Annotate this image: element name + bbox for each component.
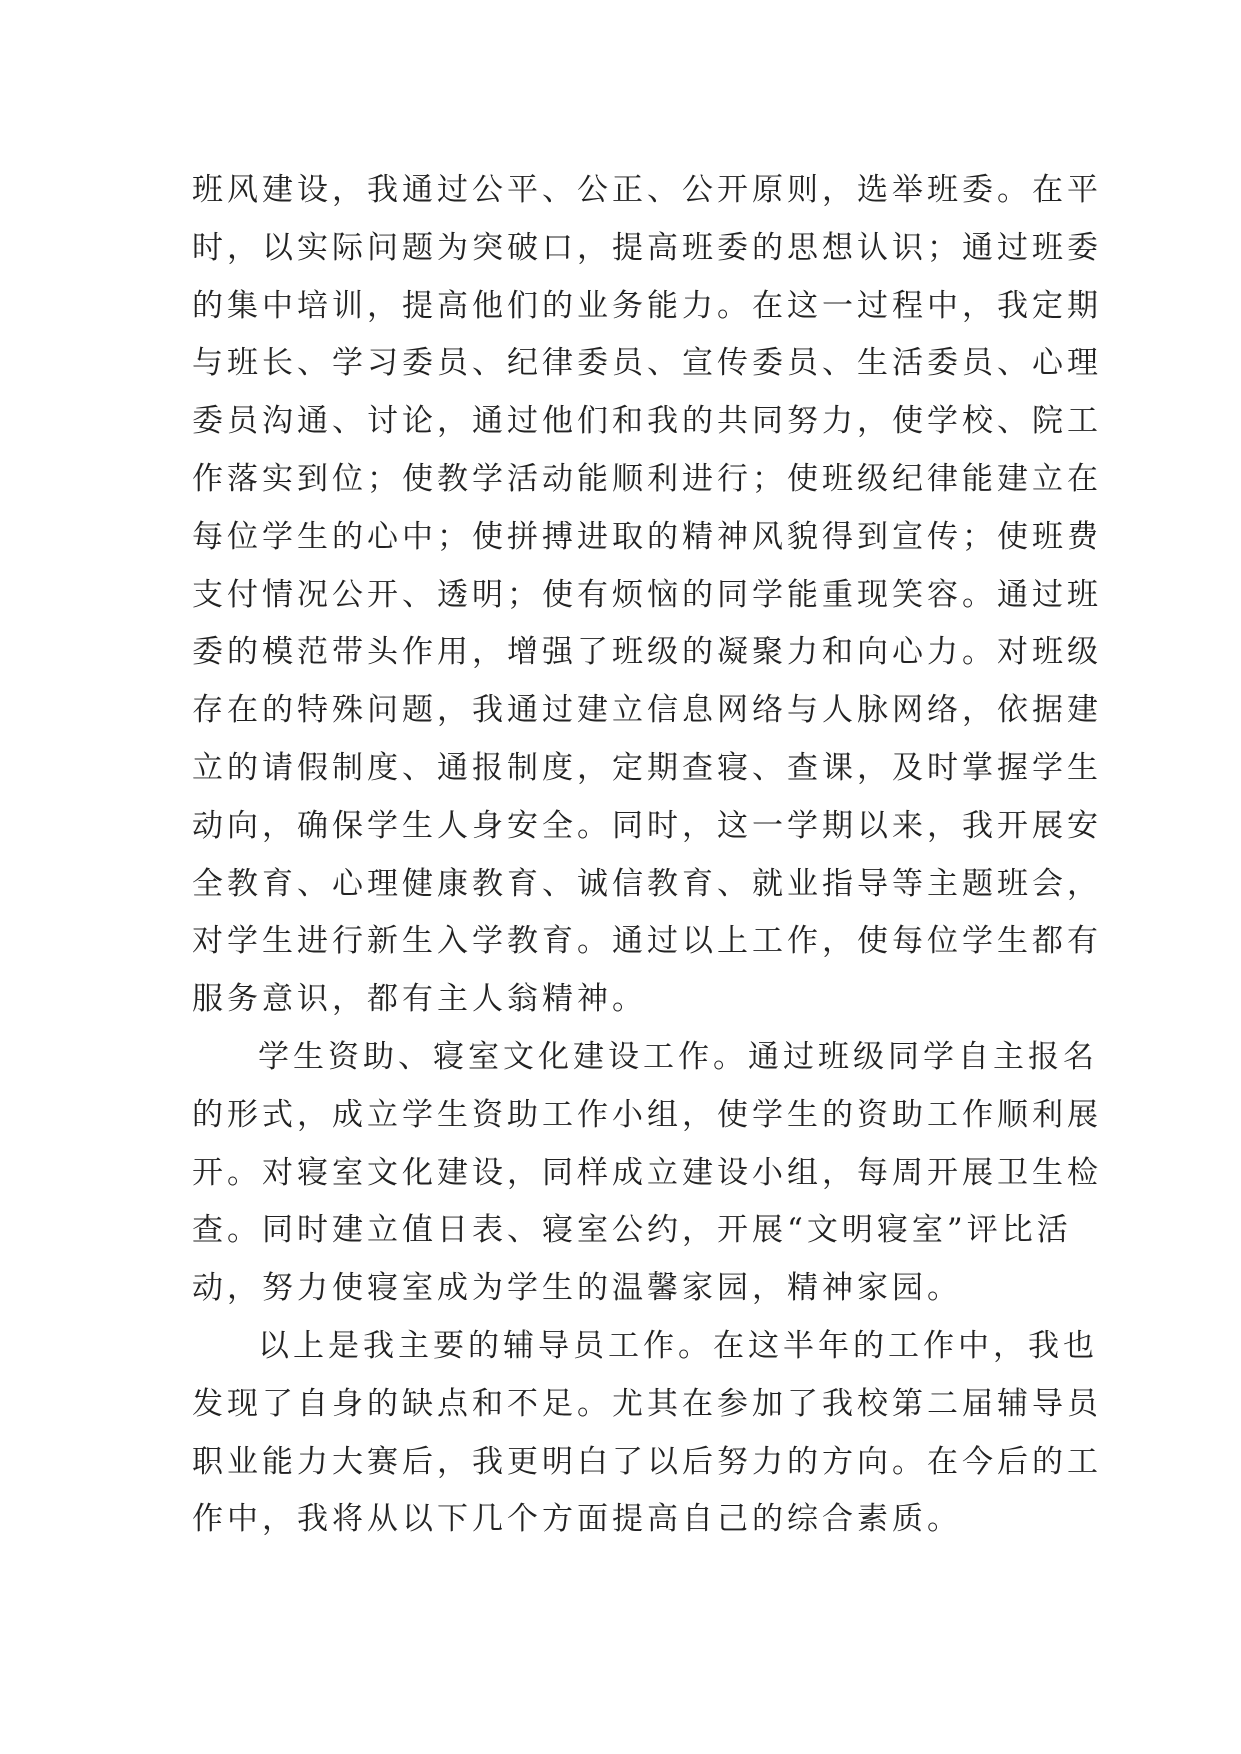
- paragraph-summary: [192, 1318, 1102, 1549]
- text-line: 班风建设，我通过公平、公正、公开原则，选举班委。在平: [192, 172, 1102, 208]
- text-line: 职业能力大赛后，我更明白了以后努力的方向。在今后的工: [192, 1443, 1102, 1480]
- text-line: 与班长、学习委员、纪律委员、宣传委员、生活委员、心理: [192, 345, 1102, 382]
- text-line: 委员沟通、讨论，通过他们和我的共同努力，使学校、院工: [192, 403, 1102, 440]
- text-line: 发现了自身的缺点和不足。尤其在参加了我校第二届辅导员: [192, 1385, 1102, 1422]
- text-line: 作落实到位；使教学活动能顺利进行；使班级纪律能建立在: [192, 460, 1102, 497]
- text-line: 时，以实际问题为突破口，提高班委的思想认识；通过班委: [192, 229, 1102, 266]
- document-body: [192, 162, 1102, 1549]
- text-line: 支付情况公开、透明；使有烦恼的同学能重现笑容。通过班: [192, 576, 1102, 613]
- text-line: 服务意识，都有主人翁精神。: [192, 981, 647, 1018]
- text-line: 全教育、心理健康教育、诚信教育、就业指导等主题班会，: [192, 865, 1102, 902]
- text-line: 每位学生的心中；使拼搏进取的精神风貌得到宣传；使班费: [192, 518, 1102, 555]
- paragraph-student-aid: [192, 1029, 1102, 1318]
- text-line: 动向，确保学生人身安全。同时，这一学期以来，我开展安: [192, 807, 1102, 844]
- text-line: 动，努力使寝室成为学生的温馨家园，精神家园。: [192, 1270, 962, 1307]
- text-line: 存在的特殊问题，我通过建立信息网络与人脉网络，依据建: [192, 692, 1102, 729]
- text-line: 查。同时建立值日表、寝室公约，开展“文明寝室”评比活: [192, 1212, 1072, 1249]
- text-line: 的集中培训，提高他们的业务能力。在这一过程中，我定期: [192, 287, 1102, 324]
- text-line: 的形式，成立学生资助工作小组，使学生的资助工作顺利展: [192, 1096, 1102, 1133]
- paragraph-class-building: [192, 162, 1102, 1029]
- text-line: 作中，我将从以下几个方面提高自己的综合素质。: [192, 1501, 962, 1538]
- text-line: 以上是我主要的辅导员工作。在这半年的工作中，我也: [258, 1327, 1098, 1364]
- text-line: 开。对寝室文化建设，同样成立建设小组，每周开展卫生检: [192, 1154, 1102, 1191]
- text-line: 立的请假制度、通报制度，定期查寝、查课，及时掌握学生: [192, 749, 1102, 786]
- text-line: 委的模范带头作用，增强了班级的凝聚力和向心力。对班级: [192, 634, 1102, 671]
- text-line: 对学生进行新生入学教育。通过以上工作，使每位学生都有: [192, 923, 1102, 960]
- text-line: 学生资助、寝室文化建设工作。通过班级同学自主报名: [258, 1038, 1098, 1075]
